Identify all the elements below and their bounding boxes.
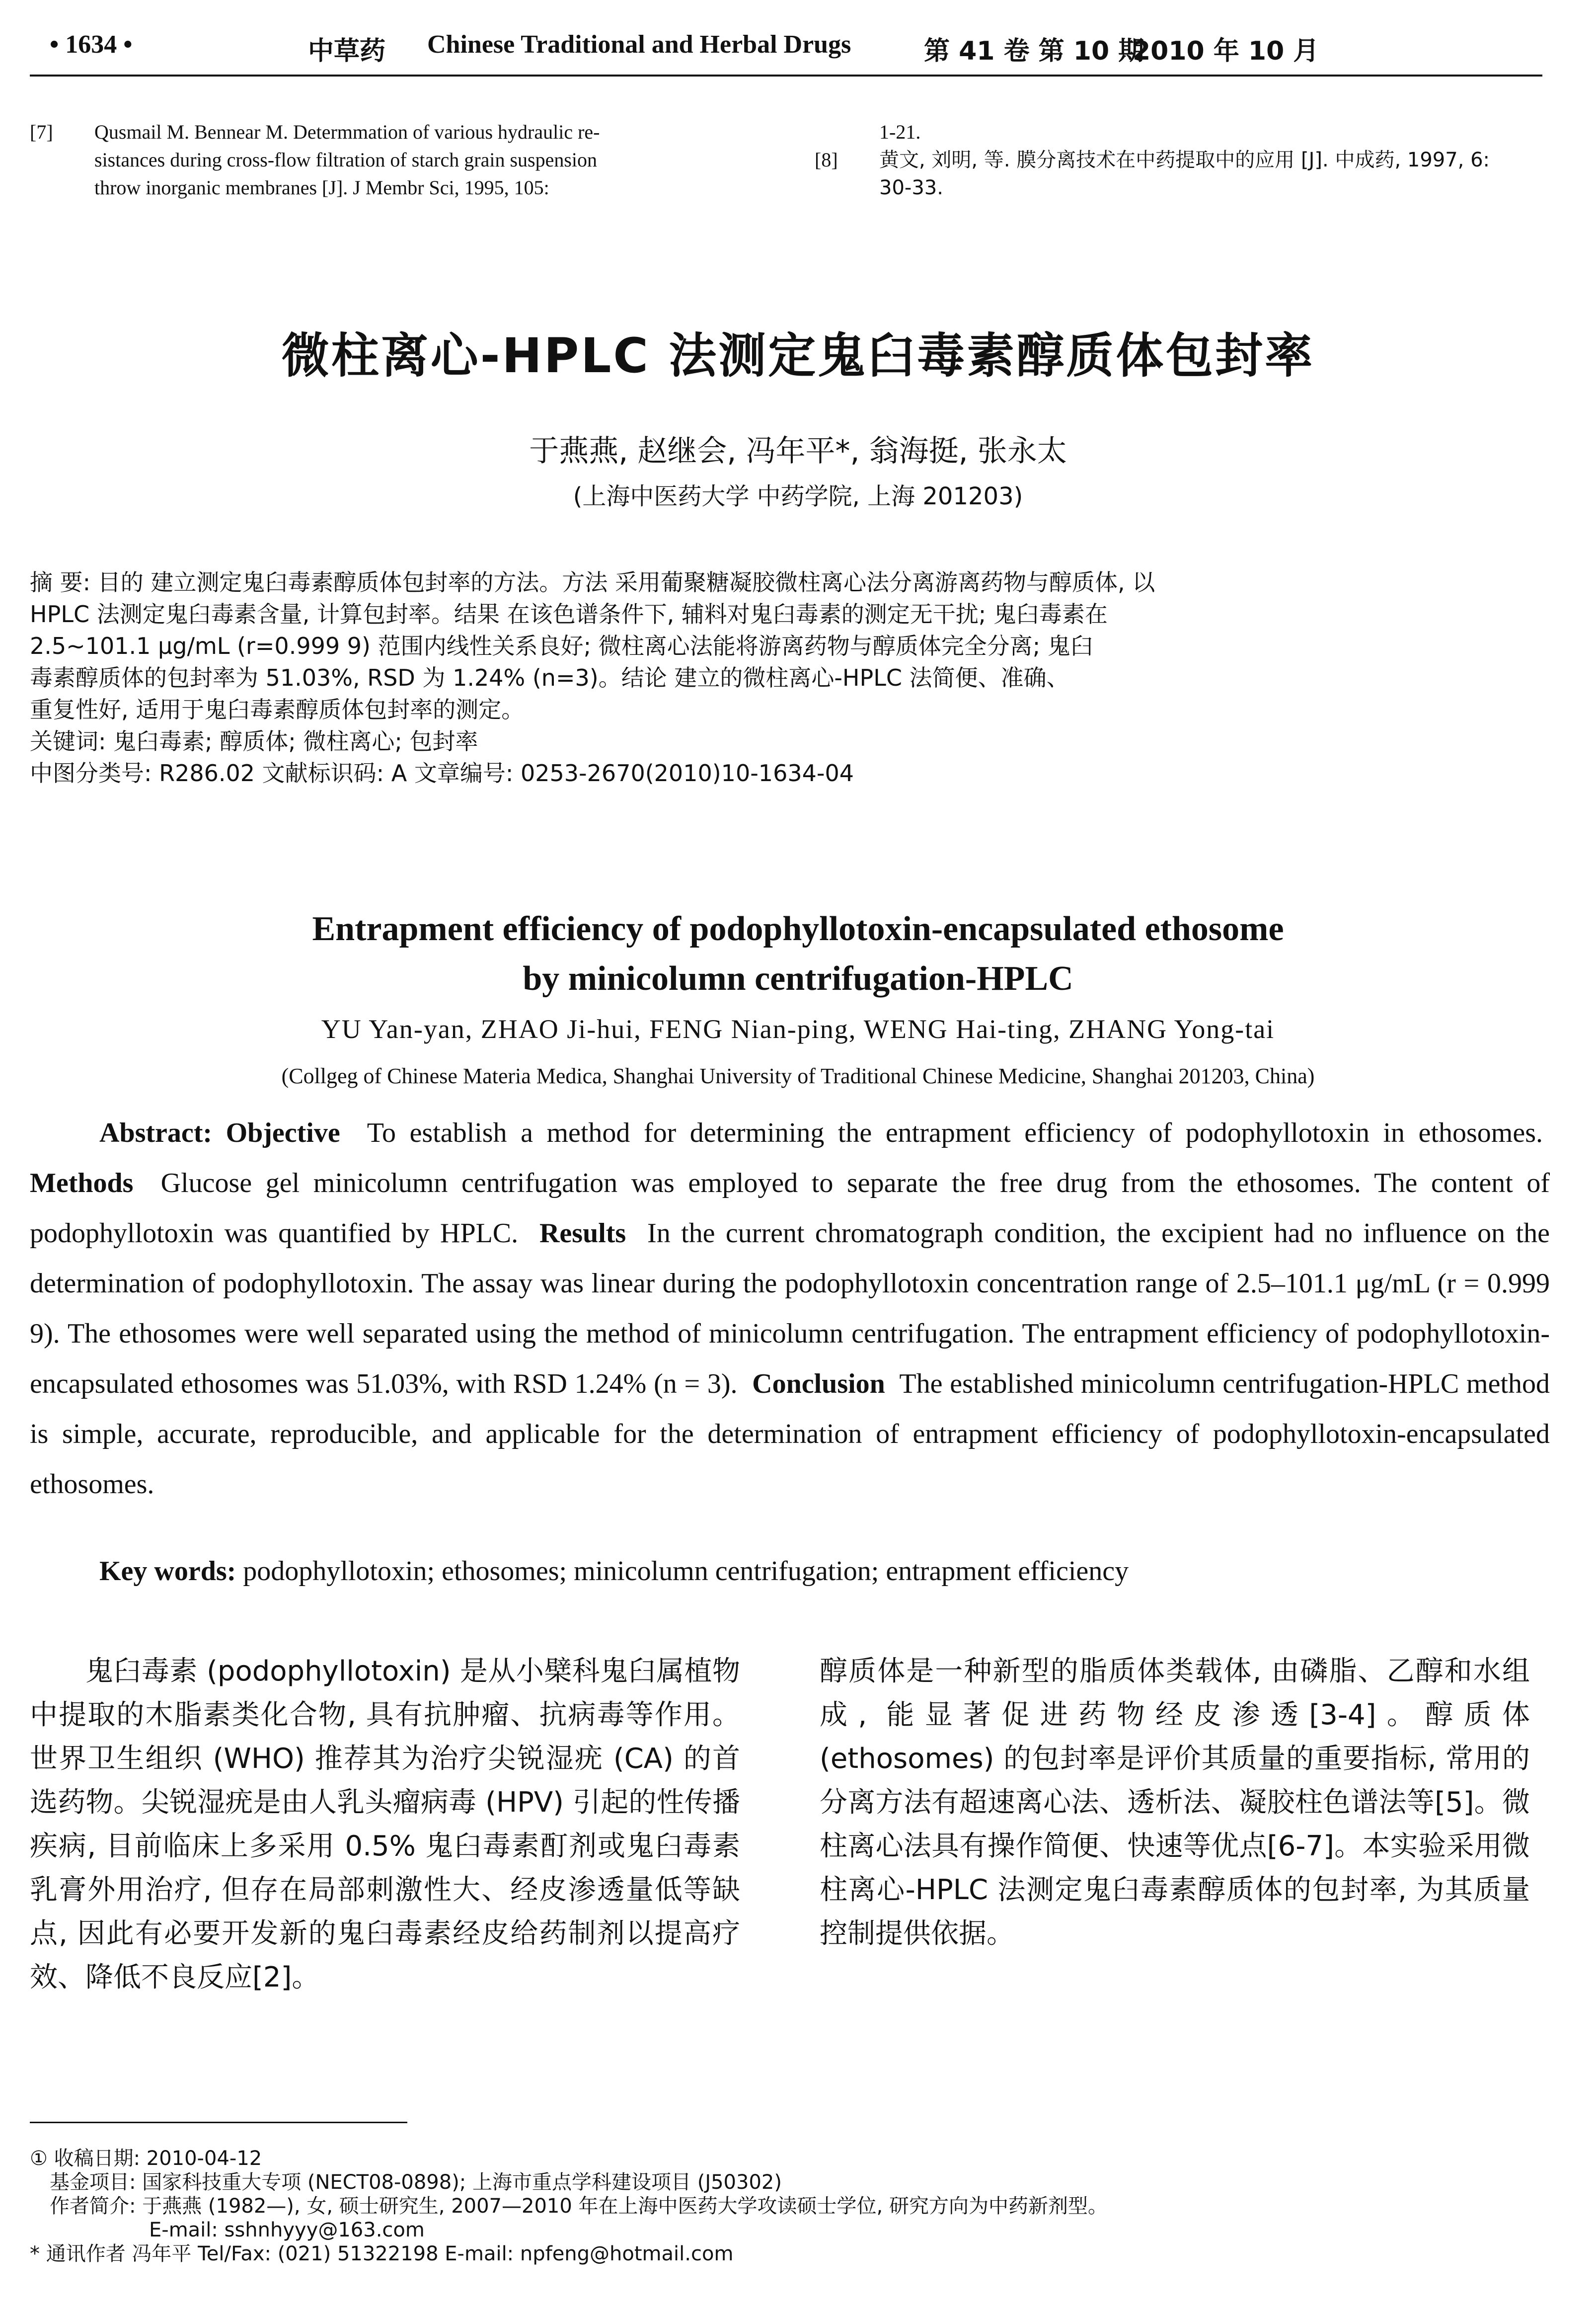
- keywords-label: Key words:: [99, 1556, 236, 1587]
- reference-number: [815, 118, 879, 146]
- issue-date: 2010 年 10 月: [1133, 36, 1319, 66]
- objective-label: Objective: [226, 1117, 340, 1148]
- keywords-cn: 关键词: 鬼臼毒素; 醇质体; 微柱离心; 包封率: [30, 728, 478, 755]
- body-paragraph: 醇质体是一种新型的脂质体类载体, 由磷脂、乙醇和水组成, 能显著促进药物经皮渗透[3-4]。醇质体 (ethosomes) 的包封率是评价其质量的重要指标, 常用的分离方法有超速离心法、透析法、凝胶柱色谱法等[5]。微柱离心法具有操作简便、快速等优点[6-7]。本实验采用微柱离心-HPLC 法测定鬼臼毒素醇质体的包封率, 为其质量控制提供依据。: [820, 1655, 1530, 1950]
- footnote-email: E-mail: sshnhyyy@163.com: [149, 2219, 425, 2241]
- methods-label: Methods: [30, 1168, 134, 1198]
- reference-item: [815, 118, 1545, 146]
- footnote-funding: 基金项目: 国家科技重大专项 (NECT08-0898); 上海市重点学科建设项目 (J50302): [50, 2171, 782, 2194]
- conclusion-text: The established minicolumn centrifugation-HPLC method is simple, accurate, reproducible, and applicable for the determination of entrapment efficiency of podophyllotoxin-encapsulated ethosomes.: [30, 1368, 1550, 1500]
- authors-cn: 于燕燕, 赵继会, 冯年平*, 翁海挺, 张永太: [529, 434, 1067, 469]
- reference-line: throw inorganic membranes [J]. J Membr Sci, 1995, 105:: [94, 176, 549, 199]
- results-label: Results: [539, 1218, 626, 1249]
- results-text: In the current chromatograph condition, the excipient had no influence on the determination of podophyllotoxin. The assay was linear during the podophyllotoxin concentration range of 2.5–101.1 μg/mL (r = 0.999 9). The ethosomes were well separated using the method of minicolumn centrifugation. The entrapment efficiency of podophyllotoxin-encapsulated ethosomes was 51.03%, with RSD 1.24% (n = 3).: [30, 1218, 1550, 1399]
- footnote-received: ① 收稿日期: 2010-04-12: [30, 2147, 262, 2170]
- header-rule: [30, 75, 1542, 77]
- abstract-cn: [30, 566, 1550, 789]
- abstract-cn-line: 2.5~101.1 μg/mL (r=0.999 9) 范围内线性关系良好; 微柱离心法能将游离药物与醇质体完全分离; 鬼臼: [30, 633, 1093, 659]
- reference-line: 黄文, 刘明, 等. 膜分离技术在中药提取中的应用 [J]. 中成药, 1997, 6:: [879, 149, 1490, 171]
- abstract-cn-line: 重复性好, 适用于鬼臼毒素醇质体包封率的测定。: [30, 696, 525, 723]
- title-cn: 微柱离心-HPLC 法测定鬼臼毒素醇质体包封率: [281, 328, 1315, 384]
- journal-name-cn: 中草药: [308, 36, 386, 66]
- reference-item: [30, 118, 755, 202]
- running-header: [30, 30, 1545, 70]
- keywords-en: [99, 1555, 1540, 1587]
- reference-item: [815, 146, 1545, 202]
- title-en: [0, 904, 1596, 1004]
- abstract-cn-line: 摘 要: 目的 建立测定鬼臼毒素醇质体包封率的方法。方法 采用葡聚糖凝胶微柱离心法分离游离药物与醇质体, 以: [30, 569, 1155, 596]
- reference-line: Qusmail M. Bennear M. Determmation of various hydraulic re-: [94, 121, 600, 143]
- body-column-left: [30, 1650, 740, 1999]
- footnotes: [30, 2147, 1545, 2266]
- affiliation-cn: (上海中医药大学 中药学院, 上海 201203): [573, 482, 1023, 510]
- abstract-cn-line: HPLC 法测定鬼臼毒素含量, 计算包封率。结果 在该色谱条件下, 辅料对鬼臼毒素的测定无干扰; 鬼臼毒素在: [30, 601, 1108, 628]
- references-left: [30, 118, 755, 202]
- body-paragraph: 鬼臼毒素 (podophyllotoxin) 是从小檗科鬼臼属植物中提取的木脂素类化合物, 具有抗肿瘤、抗病毒等作用。世界卫生组织 (WHO) 推荐其为治疗尖锐湿疣 (CA) 的首选药物。尖锐湿疣是由人乳头瘤病毒 (HPV) 引起的性传播疾病, 目前临床上多采用 0.5% 鬼臼毒素酊剂或鬼臼毒素乳膏外用治疗, 但存在局部刺激性大、经皮渗透量低等缺点, 因此有必要开发新的鬼臼毒素经皮给药制剂以提高疗效、降低不良反应[2]。: [30, 1655, 741, 1994]
- footnote-correspondence: * 通讯作者 冯年平 Tel/Fax: (021) 51322198 E-mail: npfeng@hotmail.com: [30, 2242, 734, 2265]
- classification-cn: 中图分类号: R286.02 文献标识码: A 文章编号: 0253-2670(2010)10-1634-04: [30, 760, 854, 787]
- references-right: [815, 118, 1545, 202]
- journal-name-en: Chinese Traditional and Herbal Drugs: [427, 30, 851, 59]
- abstract-cn-line: 毒素醇质体的包封率为 51.03%, RSD 为 1.24% (n=3)。结论 建立的微柱离心-HPLC 法简便、准确、: [30, 664, 1069, 691]
- abstract-label: Abstract:: [99, 1117, 213, 1148]
- footnote-rule: [30, 2122, 407, 2123]
- affiliation-en: (Collgeg of Chinese Materia Medica, Shanghai University of Traditional Chinese Medicine, Shanghai 201203, China): [281, 1064, 1315, 1088]
- objective-text: To establish a method for determining the entrapment efficiency of podophyllotoxin in ethosomes.: [367, 1117, 1543, 1148]
- authors-en: YU Yan-yan, ZHAO Ji-hui, FENG Nian-ping, WENG Hai-ting, ZHANG Yong-tai: [321, 1014, 1275, 1044]
- issue-info: 第 41 卷 第 10 期: [924, 36, 1144, 66]
- abstract-en: [30, 1108, 1550, 1510]
- keywords-text: podophyllotoxin; ethosomes; minicolumn centrifugation; entrapment efficiency: [243, 1556, 1129, 1587]
- reference-line: sistances during cross-flow filtration of starch grain suspension: [94, 149, 598, 171]
- reference-line: 1-21.: [879, 121, 921, 143]
- page-number: • 1634 •: [50, 30, 133, 59]
- reference-line: 30-33.: [879, 176, 943, 199]
- reference-number: [8]: [815, 149, 838, 171]
- methods-text: Glucose gel minicolumn centrifugation was employed to separate the free drug from the ethosomes. The content of podophyllotoxin was quantified by HPLC.: [30, 1168, 1550, 1249]
- footnote-author: 作者简介: 于燕燕 (1982—), 女, 硕士研究生, 2007—2010 年在上海中医药大学攻读硕士学位, 研究方向为中药新剂型。: [50, 2195, 1108, 2218]
- body-column-right: [820, 1650, 1530, 1956]
- title-en-line: by minicolumn centrifugation-HPLC: [523, 959, 1073, 998]
- title-en-line: Entrapment efficiency of podophyllotoxin-encapsulated ethosome: [312, 910, 1284, 948]
- conclusion-label: Conclusion: [752, 1368, 885, 1399]
- reference-number: [7]: [30, 121, 53, 143]
